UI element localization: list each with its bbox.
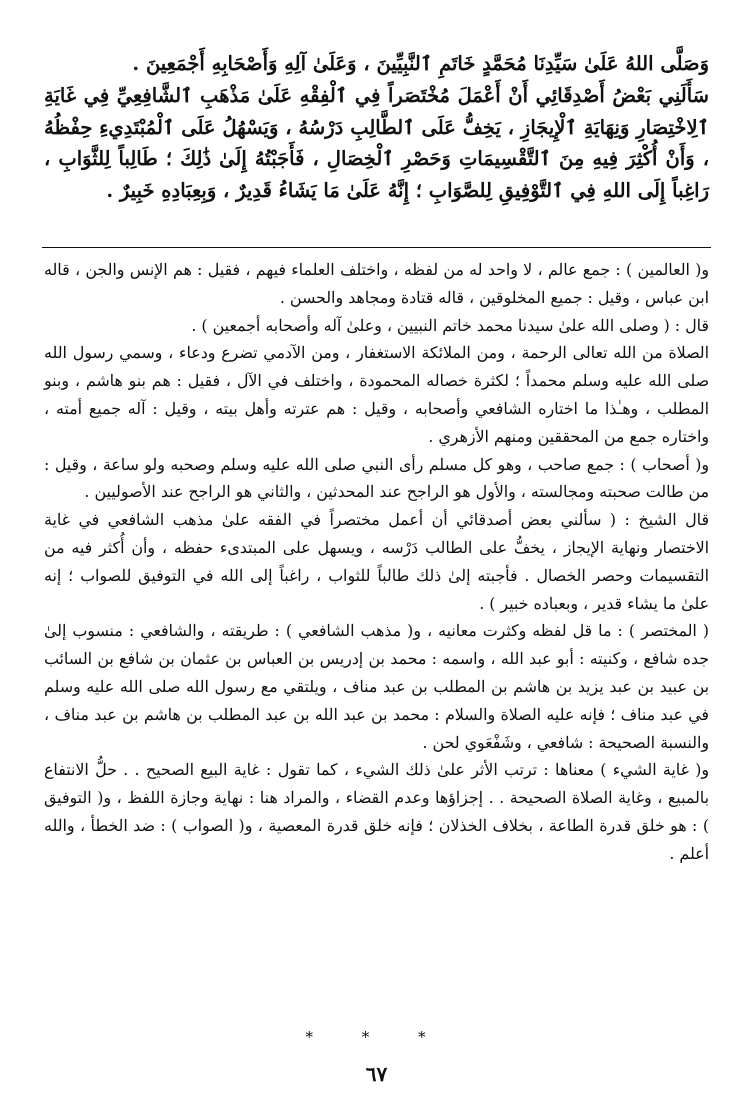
sharh-text-block <box>44 256 709 868</box>
sharh-paragraph-qala-salawat: قال : ( وصلى الله علىٰ سيدنا محمد خاتم النبيين ، وعلىٰ آله وأصحابه أجمعين ) . <box>191 315 709 335</box>
sharh-paragraph-ghaya: و( غاية الشيء ) معناها : ترتب الأثر علىٰ ذلك الشيء ، كما تقول : غاية البيع الصحيح . . حلُّ الانتفاع بالمبيع ، وغاية الصلاة الصحيحة . . إجزاؤها وعدم القضاء ، والمراد هنا : نهاية وجازة اللفظ ، و( التوفيق ) : هو خلق قدرة الطاعة ، بخلاف الخذلان ؛ فإنه خلق قدرة المعصية ، و( الصواب ) : ضد الخطأ ، والله أعلم . <box>44 760 709 863</box>
sharh-paragraph-ashab: و( أصحاب ) : جمع صاحب ، وهو كل مسلم رأى النبي صلى الله عليه وسلم وصحبه ولو ساعة ، وقيل : من طالت صحبته ومجالسته ، والأول هو الراجح عند المحدثين ، والثاني هو الراجح عند الأصوليين . <box>44 454 709 502</box>
matn-sharh-divider <box>42 247 711 248</box>
matn-text-block <box>44 48 709 207</box>
matn-paragraph-salawat: وَصَلَّى اللهُ عَلَىٰ سَيِّدِنَا مُحَمَّدٍ خَاتَمِ ٱلنَّبِيِّينَ ، وَعَلَىٰ آلِهِ وَأَصْحَابِهِ أَجْمَعِينَ . <box>132 52 709 75</box>
page-number: ٦٧ <box>365 1062 388 1086</box>
sharh-paragraph-mukhtasar: ( المختصر ) : ما قل لفظه وكثرت معانيه ، و( مذهب الشافعي ) : طريقته ، والشافعي : منسوب إلىٰ جده شافع ، وكنيته : أبو عبد الله ، واسمه : محمد بن إدريس بن العباس بن عثمان بن شافع بن السائب بن عبيد بن عبد يزيد بن هاشم بن المطلب بن عبد مناف ، ويلتقي مع رسول الله صلى الله عليه وسلم في عبد مناف ؛ فإنه عليه الصلاة والسلام : محمد بن عبد الله بن عبد المطلب بن هاشم بن عبد مناف ، والنسبة الصحيحة : شافعي ، وشَفْعَوي لحن . <box>44 621 709 752</box>
section-separator-stars: * * * <box>305 1028 448 1046</box>
sharh-paragraph-salat-wa-al: الصلاة من الله تعالى الرحمة ، ومن الملائكة الاستغفار ، ومن الآدمي تضرع ودعاء ، وسمي رسول الله صلى الله عليه وسلم محمداً ؛ لكثرة خصاله المحمودة ، واختلف في الآل ، فقيل : هم بنو هاشم ، وبنو المطلب ، وهـٰذا ما اختاره الشافعي وأصحابه ، وقيل : هم عترته وأهل بيته ، وقيل : آله جميع أمته ، واختاره جمع من المحققين ومنهم الأزهري . <box>44 343 709 446</box>
sharh-paragraph-alamin: و( العالمين ) : جمع عالم ، لا واحد له من لفظه ، واختلف العلماء فيهم ، فقيل : هم الإنس والجن ، قاله ابن عباس ، وقيل : جميع المخلوقين ، قاله قتادة ومجاهد والحسن . <box>44 260 709 307</box>
matn-paragraph-introduction: سَأَلَنِي بَعْضُ أَصْدِقَائِي أَنْ أَعْمَلَ مُخْتَصَراً فِي ٱلْفِقْهِ عَلَىٰ مَذْهَبِ ٱلشَّافِعِيِّ فِي غَايَةِ ٱلِاخْتِصَارِ وَنِهَايَةِ ٱلْإِيجَازِ ، يَخِفُّ عَلَى ٱلطَّالِبِ دَرْسُهُ ، وَيَسْهُلُ عَلَى ٱلْمُبْتَدِيءِ حِفْظُهُ ، وَأَنْ أُكْثِرَ فِيهِ مِنَ ٱلتَّقْسِيمَاتِ وَحَصْرِ ٱلْخِصَالِ ، فَأَجَبْتُهُ إِلَىٰ ذَٰلِكَ ؛ طَالِباً لِلثَّوَابِ ، رَاغِباً إِلَى اللهِ فِي ٱلتَّوْفِيقِ لِلصَّوَابِ ؛ إِنَّهُ عَلَىٰ مَا يَشَاءُ قَدِيرٌ ، وَبِعِبَادِهِ خَبِيرٌ . <box>44 83 709 203</box>
sharh-paragraph-qala-shaykh: قال الشيخ : ( سألني بعض أصدقائي أن أعمل مختصراً في الفقه علىٰ مذهب الشافعي في غاية الاختصار ونهاية الإيجاز ، يخفُّ على الطالب دَرْسه ، ويسهل على المبتدىء حفظه ، وأن أُكثر فيه من التقسيمات وحصر الخصال . فأجبته إلىٰ ذلك طالباً للثواب ، راغباً إلى الله في التوفيق للصواب ؛ إنه علىٰ ما يشاء قدير ، وبعباده خبير ) . <box>44 510 709 613</box>
